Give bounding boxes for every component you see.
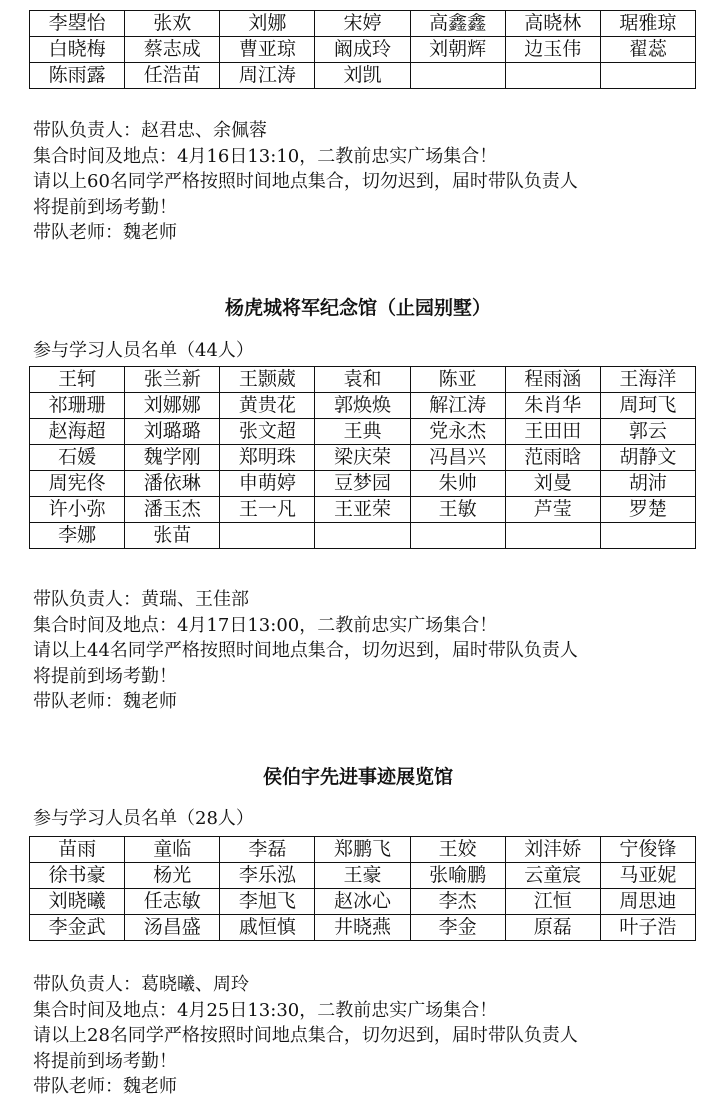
- name-cell: 赵冰心: [315, 889, 410, 915]
- name-cell: 王海洋: [600, 367, 695, 393]
- name-cell: 阚成玲: [315, 37, 410, 63]
- meeting-line: 集合时间及地点：4月16日13:10，二教前忠实广场集合！: [33, 145, 498, 167]
- name-cell: 李旭飞: [220, 889, 315, 915]
- name-cell: 郑明珠: [220, 445, 315, 471]
- name-cell: 蔡志成: [125, 37, 220, 63]
- name-cell: 李曌怡: [30, 11, 125, 37]
- name-cell: [505, 63, 600, 89]
- table-row: [30, 445, 696, 471]
- name-cell: 罗楚: [600, 497, 695, 523]
- name-cell: 汤昌盛: [125, 915, 220, 941]
- notice-line: 请以上28名同学严格按照时间地点集合，切勿迟到，届时带队负责人: [33, 1025, 578, 1046]
- name-cell: 潘依琳: [125, 471, 220, 497]
- name-cell: 琚雅琼: [600, 11, 695, 37]
- name-cell: 王姣: [410, 837, 505, 863]
- name-cell: [600, 523, 695, 549]
- name-cell: 胡静文: [600, 445, 695, 471]
- list-label: 参与学习人员名单（44人）: [33, 340, 254, 361]
- name-cell: 周珂飞: [600, 393, 695, 419]
- name-cell: 王豪: [315, 863, 410, 889]
- teacher-line: 带队老师：魏老师: [33, 691, 177, 712]
- name-cell: 王一凡: [220, 497, 315, 523]
- name-cell: 李杰: [410, 889, 505, 915]
- name-cell: 王敏: [410, 497, 505, 523]
- participant-table-3: [29, 836, 696, 941]
- name-cell: 李磊: [220, 837, 315, 863]
- name-cell: 刘沣娇: [505, 837, 600, 863]
- name-cell: 胡沛: [600, 471, 695, 497]
- name-cell: [410, 523, 505, 549]
- name-cell: 原磊: [505, 915, 600, 941]
- name-cell: 童临: [125, 837, 220, 863]
- name-cell: 郑鹏飞: [315, 837, 410, 863]
- name-cell: 江恒: [505, 889, 600, 915]
- name-cell: 潘玉杰: [125, 497, 220, 523]
- name-cell: 张兰新: [125, 367, 220, 393]
- section-title: 侯伯宇先进事迹展览馆: [262, 766, 453, 788]
- name-cell: 朱帅: [410, 471, 505, 497]
- name-cell: 宋婷: [315, 11, 410, 37]
- name-cell: 刘娜: [220, 11, 315, 37]
- name-cell: [505, 523, 600, 549]
- meeting-line: 集合时间及地点：4月17日13:00，二教前忠实广场集合！: [33, 614, 498, 636]
- name-cell: 黄贵花: [220, 393, 315, 419]
- table-row: [30, 471, 696, 497]
- name-cell: 李金武: [30, 915, 125, 941]
- name-cell: 叶子浩: [600, 915, 695, 941]
- name-cell: 豆梦园: [315, 471, 410, 497]
- name-cell: 刘曼: [505, 471, 600, 497]
- name-cell: 白晓梅: [30, 37, 125, 63]
- name-cell: 郭云: [600, 419, 695, 445]
- name-cell: 党永杰: [410, 419, 505, 445]
- name-cell: 周宪佟: [30, 471, 125, 497]
- participant-table-1: [29, 10, 696, 89]
- notice-line: 请以上44名同学严格按照时间地点集合，切勿迟到，届时带队负责人: [33, 640, 578, 661]
- name-cell: 徐书豪: [30, 863, 125, 889]
- table-row: [30, 889, 696, 915]
- name-cell: 李娜: [30, 523, 125, 549]
- name-cell: 程雨涵: [505, 367, 600, 393]
- name-cell: 张文超: [220, 419, 315, 445]
- notice-line: 将提前到场考勤！: [33, 1050, 177, 1072]
- name-cell: 陈亚: [410, 367, 505, 393]
- section1-info: [33, 118, 703, 246]
- list-label: 参与学习人员名单（28人）: [33, 808, 254, 829]
- leaders-line: 带队负责人：葛晓曦、周玲: [33, 974, 249, 995]
- table-row: [30, 367, 696, 393]
- name-cell: 云童宸: [505, 863, 600, 889]
- name-cell: 刘娜娜: [125, 393, 220, 419]
- name-cell: 刘朝辉: [410, 37, 505, 63]
- name-cell: 李乐泓: [220, 863, 315, 889]
- table-row: [30, 393, 696, 419]
- name-cell: 边玉伟: [505, 37, 600, 63]
- notice-line: 将提前到场考勤！: [33, 196, 177, 218]
- table-row: [30, 419, 696, 445]
- name-cell: 任浩苗: [125, 63, 220, 89]
- leaders-line: 带队负责人：黄瑞、王佳部: [33, 589, 249, 610]
- name-cell: 井晓燕: [315, 915, 410, 941]
- name-cell: 王典: [315, 419, 410, 445]
- name-cell: 高鑫鑫: [410, 11, 505, 37]
- name-cell: [220, 523, 315, 549]
- name-cell: 戚恒慎: [220, 915, 315, 941]
- section-title: 杨虎城将军纪念馆（止园别墅）: [224, 297, 491, 319]
- name-cell: [410, 63, 505, 89]
- name-cell: 马亚妮: [600, 863, 695, 889]
- table-row: [30, 915, 696, 941]
- meeting-line: 集合时间及地点：4月25日13:30，二教前忠实广场集合！: [33, 999, 498, 1021]
- name-cell: 王田田: [505, 419, 600, 445]
- name-cell: 赵海超: [30, 419, 125, 445]
- name-cell: 苗雨: [30, 837, 125, 863]
- name-cell: 高晓林: [505, 11, 600, 37]
- teacher-line: 带队老师：魏老师: [33, 222, 177, 243]
- teacher-line: 带队老师：魏老师: [33, 1076, 177, 1097]
- name-cell: 许小弥: [30, 497, 125, 523]
- leaders-line: 带队负责人：赵君忠、余佩蓉: [33, 120, 267, 141]
- name-cell: 朱肖华: [505, 393, 600, 419]
- name-cell: 刘璐璐: [125, 419, 220, 445]
- name-cell: 张欢: [125, 11, 220, 37]
- name-cell: 任志敏: [125, 889, 220, 915]
- name-cell: 王轲: [30, 367, 125, 393]
- name-cell: 杨光: [125, 863, 220, 889]
- name-cell: 刘凯: [315, 63, 410, 89]
- name-cell: 张苗: [125, 523, 220, 549]
- name-cell: [315, 523, 410, 549]
- name-cell: 王颢葳: [220, 367, 315, 393]
- name-cell: 周思迪: [600, 889, 695, 915]
- name-cell: 申萌婷: [220, 471, 315, 497]
- notice-line: 将提前到场考勤！: [33, 665, 177, 687]
- section2-info: [33, 587, 703, 715]
- notice-line: 请以上60名同学严格按照时间地点集合，切勿迟到，届时带队负责人: [33, 171, 578, 192]
- name-cell: 张喻鹏: [410, 863, 505, 889]
- table-row: [30, 837, 696, 863]
- table-row: [30, 11, 696, 37]
- name-cell: 王亚荣: [315, 497, 410, 523]
- table-row: [30, 523, 696, 549]
- name-cell: 李金: [410, 915, 505, 941]
- section3-info: [33, 972, 703, 1100]
- table-row: [30, 863, 696, 889]
- name-cell: 祁珊珊: [30, 393, 125, 419]
- name-cell: 郭焕焕: [315, 393, 410, 419]
- name-cell: 宁俊锋: [600, 837, 695, 863]
- table-row: [30, 63, 696, 89]
- name-cell: 刘晓曦: [30, 889, 125, 915]
- participant-table-2: [29, 366, 696, 549]
- name-cell: 翟蕊: [600, 37, 695, 63]
- name-cell: 魏学刚: [125, 445, 220, 471]
- name-cell: 周江涛: [220, 63, 315, 89]
- name-cell: 陈雨露: [30, 63, 125, 89]
- name-cell: 曹亚琼: [220, 37, 315, 63]
- name-cell: 范雨晗: [505, 445, 600, 471]
- name-cell: 石媛: [30, 445, 125, 471]
- name-cell: 芦莹: [505, 497, 600, 523]
- name-cell: [600, 63, 695, 89]
- name-cell: 袁和: [315, 367, 410, 393]
- name-cell: 冯昌兴: [410, 445, 505, 471]
- table-row: [30, 497, 696, 523]
- table-row: [30, 37, 696, 63]
- name-cell: 梁庆荣: [315, 445, 410, 471]
- name-cell: 解江涛: [410, 393, 505, 419]
